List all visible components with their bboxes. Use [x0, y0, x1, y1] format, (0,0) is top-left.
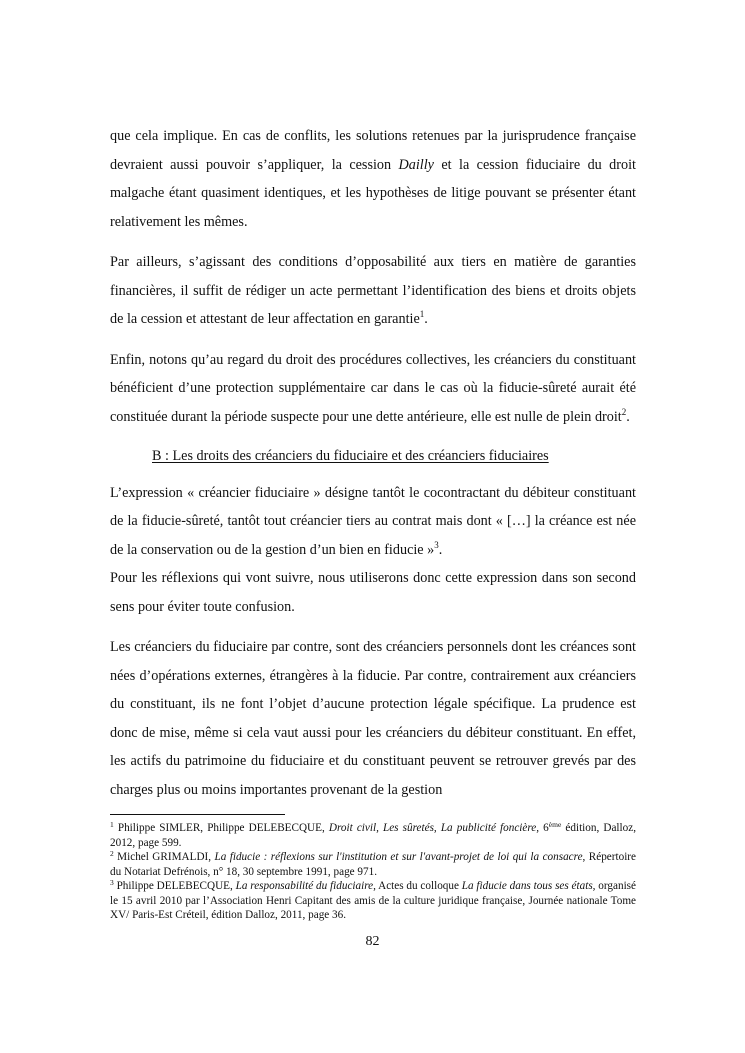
footnote-2	[110, 850, 636, 879]
italic-text: La responsabilité du fiduciaire,	[235, 880, 376, 892]
footnote-ref: 3	[434, 539, 439, 550]
text-run: Enfin, notons qu’au regard du droit des procédures collectives, les créanciers du constituant bénéficient d’une protection supplémentaire car dans le cas où la fiducie-sûreté aurait été constituée durant la période suspecte pour une dette antérieure, elle est nulle de plein droit	[110, 351, 636, 425]
text-run: Les créanciers du fiduciaire par contre, sont des créanciers personnels dont les créances sont nées d’opérations externes, étrangères à la fiducie. Par contre, contrairement aux créanciers du constituant, ils ne font l’objet d’aucune protection légale spécifique. La prudence est donc de mise, même si cela vaut aussi pour les créanciers du débiteur constituant. En effet, les actifs du patrimoine du fiduciaire et du constituant peuvent se retrouver grevés par des charges plus ou moins importantes provenant de la gestion	[110, 639, 636, 798]
text-run: 6	[539, 822, 549, 834]
text-run: .	[424, 311, 428, 327]
paragraph-4	[110, 479, 636, 565]
text-run: , Répertoire du Notariat Defrénois, n° 18, 30 septembre 1991, page 971.	[110, 851, 636, 878]
text-run: Pour les réflexions qui vont suivre, nous utiliserons donc cette expression dans son second sens pour éviter toute confusion.	[110, 570, 636, 615]
text-run: Par ailleurs, s’agissant des conditions d’opposabilité aux tiers en matière de garanties financières, il suffit de rédiger un acte permettant l’identification des biens et droits objets de la cession et attestant de leur affectation en garantie	[110, 254, 636, 327]
footnote-ref: 1	[419, 309, 425, 319]
footnote-separator	[110, 814, 285, 815]
paragraph-2	[110, 248, 636, 334]
section-heading: B : Les droits des créanciers du fiduciaire et des créanciers fiduciaires	[152, 448, 549, 464]
paragraph-3	[110, 346, 636, 432]
text-run: Actes du colloque	[375, 880, 462, 892]
text-run: .	[438, 541, 443, 558]
footnote-ref: 2	[110, 849, 114, 858]
footnotes	[110, 821, 636, 923]
footnote-ref: 2	[621, 406, 627, 417]
text-run: Michel GRIMALDI,	[113, 851, 215, 863]
text-run: organisé le 15 avril 2010 par l’Association Henri Capitant des amis de la culture juridique française, Journée nationale Tome XV/ Paris-Est Créteil, édition Dalloz, 2011, page 36.	[110, 880, 636, 921]
italic-text: La fiducie dans tous ses états,	[461, 880, 596, 892]
footnote-1	[110, 821, 636, 850]
footnote-ref: ème	[548, 820, 562, 829]
page-number: 82	[365, 934, 380, 949]
paragraph-6	[110, 633, 636, 804]
text-run: édition, Dalloz, 2012, page 599.	[110, 822, 636, 849]
italic-text: La fiducie : réflexions sur l'institution et sur l'avant-projet de loi qui la consacre	[214, 851, 583, 863]
text-run: L’expression « créancier fiduciaire » désigne tantôt le cocontractant du débiteur constituant de la fiducie-sûreté, tantôt tout créancier tiers au contrat mais dont « […] la créance est née de la conservation ou de la gestion d’un bien en fiducie »	[110, 484, 636, 558]
footnote-ref: 3	[110, 878, 114, 887]
text-run: Philippe DELEBECQUE,	[113, 880, 236, 892]
text-run: que cela implique. En cas de conflits, les solutions retenues par la jurisprudence française devraient aussi pouvoir s’appliquer, la cession	[110, 128, 636, 173]
text-run: .	[626, 408, 630, 425]
paragraph-1	[110, 122, 636, 236]
italic-text: Droit civil, Les sûretés, La publicité foncière,	[328, 822, 540, 834]
paragraph-5	[110, 564, 636, 621]
italic-text: Dailly	[398, 156, 434, 173]
footnote-ref: 1	[110, 820, 114, 829]
footnote-3	[110, 879, 636, 923]
text-run: Philippe SIMLER, Philippe DELEBECQUE,	[113, 822, 329, 834]
text-run: et la cession fiduciaire du droit malgache étant quasiment identiques, et les hypothèses de litige pouvant se présenter étant relativement les mêmes.	[110, 156, 636, 230]
body-text	[110, 122, 636, 804]
